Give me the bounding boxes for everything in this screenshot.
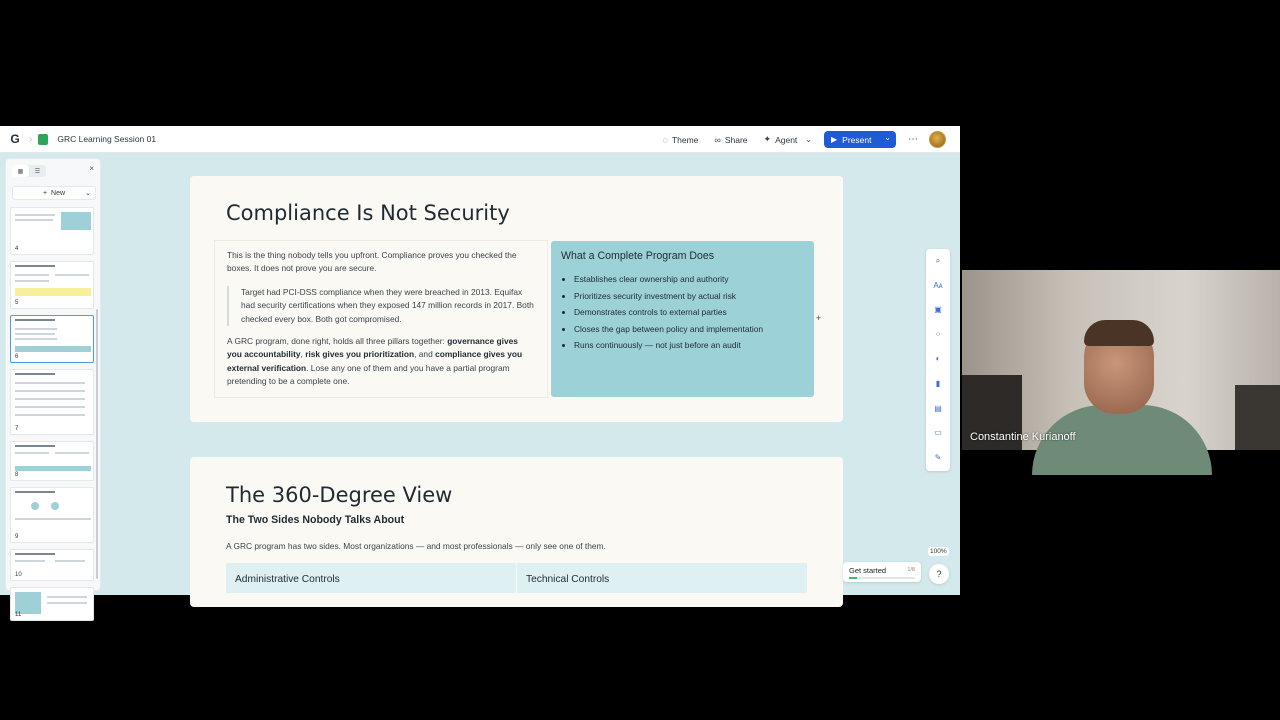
slide-number: 4: [15, 246, 19, 252]
link-icon: ∞: [714, 134, 721, 145]
avatar[interactable]: [929, 131, 946, 148]
slide-360-degree-view[interactable]: [190, 457, 843, 607]
get-started-label: Get started: [849, 566, 887, 575]
pillars-paragraph: A GRC program, done right, holds all three pillars together: governance gives you accountability, risk gives you prioritization, and compliance gives you external verification. Lose any one of them and you have a partial program pretending to be a complete one.: [227, 336, 523, 387]
progress-bar: [849, 577, 915, 579]
slide-title: The 360-Degree View: [226, 483, 453, 507]
slide-sidebar: [5, 158, 101, 618]
thumbnail-list: [10, 207, 96, 618]
slide-compliance-not-security[interactable]: [190, 176, 843, 422]
quote-block: Target had PCI-DSS compliance when they were breached in 2013. Equifax had security certifications when they exposed 147 million records in 2017. Both checked every box. Both got compromised.: [227, 286, 537, 326]
layout-icon[interactable]: ▭: [934, 428, 942, 438]
intro-paragraph: This is the thing nobody tells you upfront. Compliance proves you checked the boxes. It does not prove you are secure.: [227, 250, 517, 274]
new-slide-button[interactable]: [12, 186, 96, 200]
agent-button[interactable]: [764, 134, 798, 145]
sparkle-icon: ✦: [763, 134, 772, 144]
sidebar-scrollbar[interactable]: [96, 309, 98, 579]
more-icon[interactable]: ⋯: [908, 134, 918, 145]
theme-label: Theme: [671, 134, 699, 145]
app-logo[interactable]: G: [10, 132, 20, 146]
get-started-widget[interactable]: [843, 562, 921, 582]
webcam-object: [1235, 385, 1280, 450]
list-view-icon[interactable]: ☰: [34, 168, 41, 175]
present-chevron-down-icon[interactable]: ⌄: [884, 133, 891, 142]
column-header: Technical Controls: [516, 563, 807, 593]
add-block-icon[interactable]: +: [816, 313, 822, 323]
theme-button[interactable]: [663, 135, 699, 145]
topbar-actions: [663, 126, 960, 153]
slide-thumbnail[interactable]: [10, 549, 94, 581]
apps-grid-icon[interactable]: ⁘: [934, 329, 942, 339]
participant-hair: [1084, 320, 1154, 346]
text-column[interactable]: [214, 240, 548, 398]
slide-number: 5: [15, 300, 19, 306]
palette-icon: ◌: [662, 134, 668, 145]
toggle-icon[interactable]: ◐: [935, 354, 941, 364]
present-label: Present: [842, 134, 872, 145]
chart-icon[interactable]: ▮: [935, 378, 941, 388]
tool-rail: [926, 249, 950, 471]
share-button[interactable]: [714, 135, 747, 145]
slide-thumbnail[interactable]: [10, 487, 94, 543]
slide-thumbnail[interactable]: [10, 369, 94, 435]
agent-chevron-down-icon[interactable]: ⌄: [805, 135, 812, 144]
close-icon[interactable]: ×: [89, 164, 94, 173]
list-item: • Demonstrates controls to external parties: [574, 306, 763, 323]
slide-number: 7: [15, 426, 19, 432]
app-topbar: [0, 126, 960, 153]
text-style-icon[interactable]: Aᴀ: [933, 280, 943, 290]
slide-title: Compliance Is Not Security: [226, 201, 510, 225]
new-label: New: [51, 189, 66, 197]
play-icon: ▶: [831, 135, 838, 144]
doc-icon: [38, 134, 48, 145]
slide-number: 11: [15, 612, 22, 618]
search-icon[interactable]: ⌕: [935, 256, 941, 265]
list-item: • Closes the gap between policy and implementation: [574, 323, 763, 340]
view-toggle: [12, 165, 46, 177]
zoom-level[interactable]: 100%: [930, 548, 947, 555]
shared-screen: [0, 126, 960, 618]
slide-number: 9: [15, 534, 19, 540]
list-item: • Runs continuously — not just before an audit: [574, 339, 763, 356]
slide-number: 8: [15, 472, 19, 478]
webcam-tile: [962, 270, 1280, 450]
list-item: • Prioritizes security investment by actual risk: [574, 290, 763, 307]
intro-paragraph: A GRC program has two sides. Most organizations — and most professionals — only see one of them.: [226, 541, 606, 551]
participant-name: Constantine Kurianoff: [970, 431, 1076, 443]
doc-title[interactable]: GRC Learning Session 01: [57, 134, 157, 144]
chevron-down-icon[interactable]: ⌄: [85, 190, 91, 197]
breadcrumb-separator: ›: [29, 133, 33, 145]
slide-number: 6: [15, 354, 19, 360]
controls-table-header[interactable]: [226, 563, 807, 593]
slide-subtitle: The Two Sides Nobody Talks About: [226, 514, 405, 526]
grid-view-icon[interactable]: ▦: [12, 165, 29, 177]
share-label: Share: [724, 134, 748, 145]
callout-title: What a Complete Program Does: [561, 250, 715, 262]
list-item: • Establishes clear ownership and authority: [574, 273, 763, 290]
slide-number: 10: [15, 572, 22, 578]
slide-thumbnail[interactable]: [10, 441, 94, 481]
plus-icon: +: [42, 189, 48, 197]
present-button[interactable]: [824, 131, 896, 148]
table-icon[interactable]: ▤: [934, 403, 942, 413]
slide-thumbnail[interactable]: [10, 207, 94, 255]
callout-list: [574, 273, 763, 356]
callout-box[interactable]: [551, 241, 814, 397]
column-header: Administrative Controls: [235, 574, 340, 585]
help-icon[interactable]: ?: [929, 564, 949, 584]
edit-icon[interactable]: ✎: [934, 452, 942, 462]
slide-thumbnail-active[interactable]: [10, 315, 94, 363]
agent-label: Agent: [775, 134, 798, 145]
progress-count: 1/8: [907, 567, 915, 573]
image-icon[interactable]: ▣: [934, 305, 942, 315]
slide-thumbnail[interactable]: [10, 587, 94, 621]
progress-fill: [849, 577, 857, 579]
slide-thumbnail[interactable]: [10, 261, 94, 309]
